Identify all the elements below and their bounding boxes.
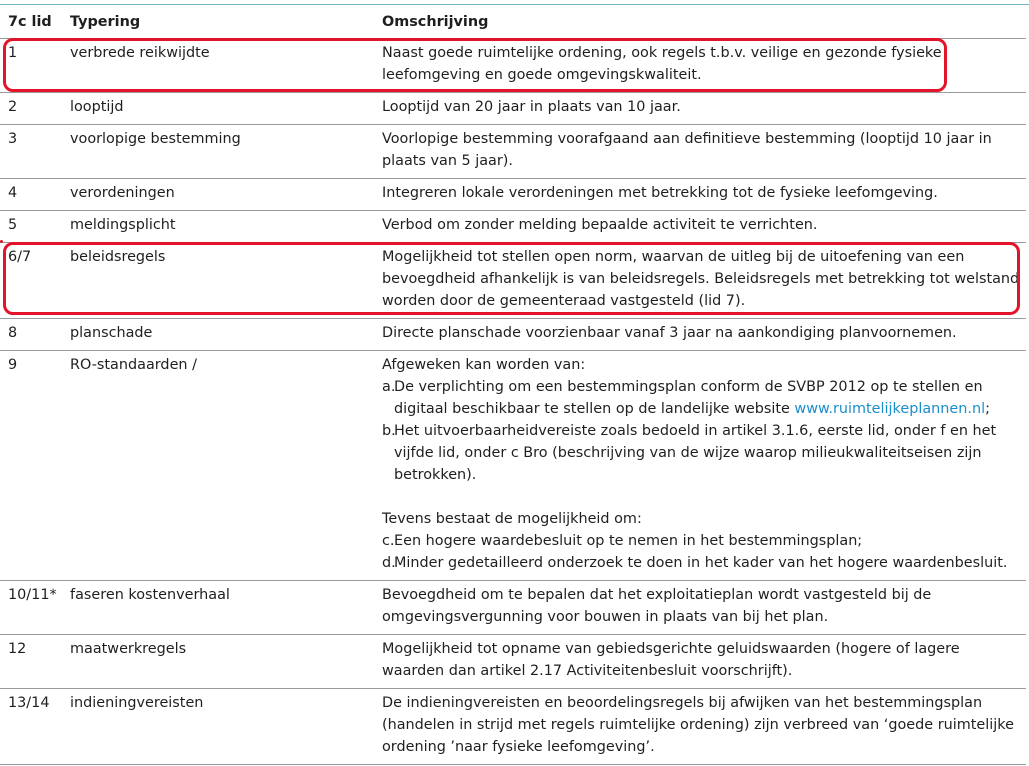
list-item-text: Minder gedetailleerd onderzoek te doen in het kader van het hogere waardenbesluit. (394, 554, 1008, 571)
row-typering: looptijd (62, 92, 374, 124)
list-item-text: Een hogere waardebesluit op te nemen in het bestemmingsplan; (394, 532, 863, 549)
row-omschrijving: Directe planschade voorzienbaar vanaf 3 jaar na aankondiging planvoornemen. (374, 318, 1026, 350)
list-item-end: ; (985, 400, 990, 417)
list-item-text: De verplichting om een bestemmingsplan conform de SVBP 2012 op te stellen en digitaal beschikbaar te stellen op de landelijke website (394, 378, 983, 417)
row-typering: verordeningen (62, 178, 374, 210)
header-lid: 7c lid (8, 14, 52, 30)
table-row (0, 92, 1026, 124)
table-row (0, 242, 1026, 318)
ruimtelijkeplannen-link[interactable]: www.ruimtelijkeplannen.nl (794, 400, 986, 417)
row-omschrijving: Looptijd van 20 jaar in plaats van 10 jaar. (374, 92, 1026, 124)
list-item-text: Het uitvoerbaarheidvereiste zoals bedoeld in artikel 3.1.6, eerste lid, onder f en het vijfde lid, onder c Bro (beschrijving van de wijze waarop milieukwaliteitseisen zijn betrokken). (394, 422, 997, 483)
row-typering: voorlopige bestemming (62, 124, 374, 178)
list-item (382, 552, 1026, 574)
spacer (382, 486, 1026, 508)
row-lid: 2 (0, 92, 62, 124)
row-omschrijving: De indieningvereisten en beoordelingsregels bij afwijken van het bestemmingsplan (handelen in strijd met regels ruimtelijke ordening) zijn verbreed van ‘goede ruimtelijke ordening ’naar fysieke leefomgeving’. (374, 688, 1026, 764)
row-lid: 8 (0, 318, 62, 350)
list-item (382, 420, 1026, 486)
list-item-label: d. (382, 554, 396, 571)
row-lid: 13/14 (0, 688, 62, 764)
table-row (0, 350, 1026, 580)
table-header-row (0, 6, 1026, 38)
highlight-mark (0, 240, 3, 243)
row-lid: 10/11* (0, 580, 62, 634)
table-row (0, 318, 1026, 350)
row-lid: 5 (0, 210, 62, 242)
list-item-label: c. (382, 532, 395, 549)
sub-list (382, 530, 1026, 574)
table-row (0, 688, 1026, 764)
row-typering: planschade (62, 318, 374, 350)
omschrijving-intro-2: Tevens bestaat de mogelijkheid om: (382, 510, 642, 527)
list-item (382, 376, 1026, 420)
table-row (0, 38, 1026, 92)
row-lid: 12 (0, 634, 62, 688)
list-item (382, 530, 1026, 552)
row-typering: maatwerkregels (62, 634, 374, 688)
row-lid: 1 (0, 38, 62, 92)
sub-list (382, 376, 1026, 486)
row-omschrijving: Mogelijkheid tot stellen open norm, waarvan de uitleg bij de uitoefening van een bevoegdheid afhankelijk is van beleidsregels. Beleidsregels met betrekking tot welstand worden door de gemeenteraad vastgesteld (lid 7). (374, 242, 1026, 318)
top-rule (0, 4, 1029, 5)
header-omschrijving: Omschrijving (382, 14, 489, 30)
row-omschrijving: Voorlopige bestemming voorafgaand aan definitieve bestemming (looptijd 10 jaar in plaats van 5 jaar). (374, 124, 1026, 178)
row-omschrijving (374, 350, 1026, 580)
row-omschrijving: Integreren lokale verordeningen met betrekking tot de fysieke leefomgeving. (374, 178, 1026, 210)
row-typering: meldingsplicht (62, 210, 374, 242)
row-omschrijving: Naast goede ruimtelijke ordening, ook regels t.b.v. veilige en gezonde fysieke leefomgeving en goede omgevingskwaliteit. (374, 38, 1026, 92)
row-omschrijving: Bevoegdheid om te bepalen dat het exploitatieplan wordt vastgesteld bij de omgevingsvergunning voor bouwen in plaats van bij het plan. (374, 580, 1026, 634)
row-typering: RO-standaarden / (62, 350, 374, 580)
list-item-label: b. (382, 422, 396, 439)
list-item-label: a. (382, 378, 396, 395)
row-typering: indieningvereisten (62, 688, 374, 764)
table-row (0, 124, 1026, 178)
row-lid: 3 (0, 124, 62, 178)
row-lid: 6/7 (0, 242, 62, 318)
table-row (0, 580, 1026, 634)
table-row (0, 634, 1026, 688)
row-omschrijving: Verbod om zonder melding bepaalde activiteit te verrichten. (374, 210, 1026, 242)
row-typering: verbrede reikwijdte (62, 38, 374, 92)
row-typering: faseren kostenverhaal (62, 580, 374, 634)
row-lid: 9 (0, 350, 62, 580)
lid-table (0, 6, 1026, 765)
table-row (0, 178, 1026, 210)
table-row (0, 210, 1026, 242)
row-omschrijving: Mogelijkheid tot opname van gebiedsgerichte geluidswaarden (hogere of lagere waarden dan artikel 2.17 Activiteitenbesluit voorschrijft). (374, 634, 1026, 688)
row-typering: beleidsregels (62, 242, 374, 318)
omschrijving-intro: Afgeweken kan worden van: (382, 356, 586, 373)
header-typering: Typering (70, 14, 141, 30)
row-lid: 4 (0, 178, 62, 210)
